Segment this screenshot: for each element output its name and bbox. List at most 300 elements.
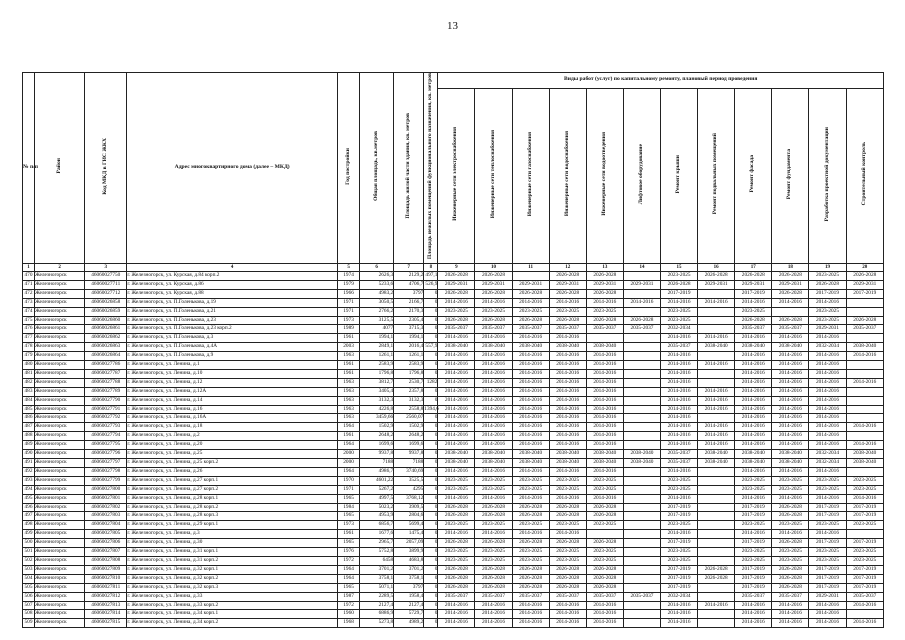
nonresidential-area-cell: 0	[424, 467, 438, 476]
nonresidential-area-cell: 0	[424, 352, 438, 361]
work-period-cell: 2038-2040	[772, 343, 809, 352]
table-row	[23, 583, 884, 592]
address-cell: г. Железногорск, ул. Ленина, д.30	[127, 539, 338, 548]
living-area-cell: 2016,4	[394, 343, 424, 352]
work-period-cell	[623, 601, 660, 610]
living-area-cell: 4706,7	[394, 280, 424, 289]
row-number-cell: 475	[23, 316, 35, 325]
living-area-cell: 5699,4	[394, 521, 424, 530]
work-period-cell: 2014-2016	[512, 619, 549, 628]
work-period-cell: 2023-2025	[475, 548, 512, 557]
work-period-cell: 2035-2037	[475, 325, 512, 334]
work-period-cell: 2023-2025	[809, 316, 846, 325]
table-row	[23, 289, 884, 298]
district-cell: Железногорск	[35, 334, 85, 343]
work-period-cell: 2014-2016	[772, 467, 809, 476]
district-cell: Железногорск	[35, 280, 85, 289]
row-number-cell: 487	[23, 423, 35, 432]
work-period-cell: 2038-2040	[438, 450, 475, 459]
row-number-cell: 504	[23, 574, 35, 583]
work-period-cell	[623, 334, 660, 343]
work-period-cell: 2038-2040	[698, 459, 735, 468]
work-period-cell: 2014-2016	[475, 619, 512, 628]
work-period-cell: 2014-2016	[698, 334, 735, 343]
work-period-cell: 2029-2031	[809, 325, 846, 334]
work-period-cell: 2014-2016	[512, 396, 549, 405]
district-cell: Железногорск	[35, 361, 85, 370]
work-period-cell: 2029-2031	[809, 592, 846, 601]
year-cell: 1961	[338, 334, 360, 343]
code-cell: 46060027792	[85, 414, 127, 423]
living-area-cell: 1261,1	[394, 352, 424, 361]
year-cell: 1971	[338, 307, 360, 316]
work-period-cell	[623, 610, 660, 619]
work-period-cell: 2023-2025	[661, 548, 698, 557]
total-area-cell: 3125,5	[360, 316, 394, 325]
work-period-cell	[698, 610, 735, 619]
district-cell: Железногорск	[35, 441, 85, 450]
work-period-cell: 2014-2016	[735, 467, 772, 476]
work-period-cell: 2035-2037	[735, 325, 772, 334]
code-cell: 46060027712	[85, 289, 127, 298]
work-period-cell: 2035-2037	[512, 325, 549, 334]
work-period-cell: 2026-2028	[512, 512, 549, 521]
table-row	[23, 405, 884, 414]
work-period-cell: 2023-2025	[846, 485, 883, 494]
work-period-cell: 2038-2040	[512, 450, 549, 459]
nonresidential-area-cell: 0	[424, 423, 438, 432]
work-period-cell: 2023-2025	[586, 556, 623, 565]
address-cell: г. Железногорск, ул. П.Голенькова, д.19	[127, 298, 338, 307]
work-period-cell: 2038-2040	[846, 459, 883, 468]
table-row	[23, 565, 884, 574]
table-row	[23, 325, 884, 334]
district-cell: Железногорск	[35, 423, 85, 432]
work-period-cell: 2014-2016	[549, 405, 586, 414]
year-cell: 1979	[338, 280, 360, 289]
nonresidential-area-cell: 0	[424, 396, 438, 405]
row-number-cell: 492	[23, 467, 35, 476]
work-period-cell	[623, 405, 660, 414]
nonresidential-area-cell: 0	[424, 610, 438, 619]
work-period-cell: 2014-2016	[735, 298, 772, 307]
work-period-cell: 2017-2019	[661, 583, 698, 592]
year-cell: 1984	[338, 503, 360, 512]
work-period-cell: 2038-2040	[735, 450, 772, 459]
district-cell: Железногорск	[35, 574, 85, 583]
year-cell: 1964	[338, 467, 360, 476]
nonresidential-area-cell: 526,9	[424, 280, 438, 289]
work-period-cell: 2014-2016	[549, 352, 586, 361]
work-period-cell: 2014-2016	[698, 298, 735, 307]
work-period-cell: 2014-2016	[586, 494, 623, 503]
table-body	[23, 263, 884, 627]
work-period-cell: 2035-2037	[586, 325, 623, 334]
work-period-cell: 2014-2016	[661, 423, 698, 432]
work-period-cell: 2014-2016	[438, 494, 475, 503]
work-period-cell: 2023-2025	[438, 485, 475, 494]
work-period-cell: 2038-2040	[772, 450, 809, 459]
work-period-cell: 2023-2025	[735, 476, 772, 485]
nonresidential-area-cell: 0	[424, 530, 438, 539]
table-row	[23, 459, 884, 468]
total-area-cell: 5273,8	[360, 619, 394, 628]
work-period-cell: 2026-2028	[735, 271, 772, 280]
address-cell: г. Железногорск, ул. Ленина, д.32 корп.3	[127, 583, 338, 592]
work-period-cell: 2026-2028	[512, 574, 549, 583]
address-cell: г. Железногорск, ул. Ленина, д.31 корп.2	[127, 556, 338, 565]
work-period-cell: 2026-2028	[735, 316, 772, 325]
year-cell: 1966	[338, 289, 360, 298]
table-row	[23, 387, 884, 396]
work-period-cell	[698, 378, 735, 387]
work-period-cell	[623, 565, 660, 574]
work-period-cell	[698, 556, 735, 565]
district-cell: Железногорск	[35, 307, 85, 316]
work-period-cell	[698, 583, 735, 592]
work-period-cell: 2035-2037	[661, 459, 698, 468]
living-area-cell: 4683,8	[394, 556, 424, 565]
work-period-cell: 2014-2016	[512, 334, 549, 343]
work-period-cell: 2014-2016	[512, 414, 549, 423]
work-period-cell	[623, 307, 660, 316]
address-cell: г. Железногорск, ул. Ленина, д.12	[127, 378, 338, 387]
work-period-cell: 2014-2016	[475, 405, 512, 414]
total-area-cell: 5233,6	[360, 280, 394, 289]
address-cell: г. Железногорск, ул. Ленина, д.32 корп.1	[127, 565, 338, 574]
work-period-cell: 2023-2025	[586, 548, 623, 557]
work-period-cell: 2026-2028	[438, 539, 475, 548]
total-area-cell: 7188	[360, 459, 394, 468]
work-period-cell: 2026-2028	[438, 503, 475, 512]
table-row	[23, 441, 884, 450]
table-row	[23, 485, 884, 494]
year-cell: 1964	[338, 574, 360, 583]
work-period-cell: 2026-2028	[438, 271, 475, 280]
work-period-cell: 2026-2028	[698, 574, 735, 583]
work-period-cell: 2014-2016	[772, 298, 809, 307]
nonresidential-area-cell: 0	[424, 432, 438, 441]
row-number-cell: 507	[23, 601, 35, 610]
work-period-cell: 2026-2028	[586, 539, 623, 548]
work-period-cell: 2014-2016	[549, 467, 586, 476]
work-period-cell: 2026-2028	[438, 574, 475, 583]
year-cell: 1987	[338, 592, 360, 601]
work-period-cell: 2023-2025	[809, 556, 846, 565]
year-cell: 1963	[338, 405, 360, 414]
work-period-cell: 2014-2016	[772, 405, 809, 414]
work-period-cell: 2023-2025	[661, 556, 698, 565]
table-row	[23, 467, 884, 476]
work-period-cell: 2014-2016	[735, 494, 772, 503]
living-area-cell: 3525,5	[394, 476, 424, 485]
work-period-cell: 2014-2016	[512, 405, 549, 414]
living-area-cell: 1958,4	[394, 592, 424, 601]
year-cell: 1963	[338, 396, 360, 405]
work-period-cell	[846, 298, 883, 307]
row-number-cell: 480	[23, 361, 35, 370]
work-period-cell: 2026-2028	[549, 271, 586, 280]
work-period-cell: 2014-2016	[846, 619, 883, 628]
work-period-cell: 2014-2016	[698, 387, 735, 396]
work-period-cell: 2026-2028	[772, 289, 809, 298]
address-cell: г. Железногорск, ул. Ленина, д.1	[127, 361, 338, 370]
work-period-cell: 2014-2016	[438, 361, 475, 370]
work-period-cell: 2014-2016	[512, 432, 549, 441]
work-period-cell: 2014-2016	[438, 601, 475, 610]
district-cell: Железногорск	[35, 539, 85, 548]
work-period-cell: 2026-2028	[475, 316, 512, 325]
column-number: 9	[438, 263, 475, 271]
table-row	[23, 343, 884, 352]
work-period-cell: 2014-2016	[549, 601, 586, 610]
district-cell: Железногорск	[35, 316, 85, 325]
total-area-cell: 5752,8	[360, 548, 394, 557]
district-cell: Железногорск	[35, 298, 85, 307]
row-number-cell: 493	[23, 476, 35, 485]
row-number-cell: 497	[23, 512, 35, 521]
year-cell: 1968	[338, 619, 360, 628]
year-cell: 1965	[338, 512, 360, 521]
work-period-cell	[623, 432, 660, 441]
year-cell: 1965	[338, 539, 360, 548]
header-work-type: Инженерные сети электроснабжения	[438, 88, 475, 263]
work-period-cell: 2014-2016	[512, 610, 549, 619]
living-area-cell: 2357,8	[394, 387, 424, 396]
address-cell: г. Железногорск, ул. Ленина, д.34 корп.2	[127, 619, 338, 628]
nonresidential-area-cell: 0	[424, 539, 438, 548]
table-row	[23, 601, 884, 610]
work-period-cell: 2014-2016	[735, 601, 772, 610]
work-period-cell: 2014-2016	[772, 432, 809, 441]
work-period-cell: 2026-2028	[586, 583, 623, 592]
row-number-cell: 509	[23, 619, 35, 628]
work-period-cell: 2014-2016	[698, 396, 735, 405]
living-area-cell: 4295	[394, 485, 424, 494]
work-period-cell: 2014-2016	[475, 494, 512, 503]
work-period-cell: 2014-2016	[512, 387, 549, 396]
work-period-cell: 2014-2016	[586, 601, 623, 610]
work-period-cell: 2014-2016	[735, 396, 772, 405]
code-cell: 46060027788	[85, 378, 127, 387]
work-period-cell: 2038-2040	[475, 459, 512, 468]
address-cell: г. Железногорск, ул. Ленина, д.3	[127, 530, 338, 539]
nonresidential-area-cell: 0	[424, 441, 438, 450]
capital-repair-table	[22, 72, 884, 628]
table-row	[23, 592, 884, 601]
work-period-cell: 2026-2028	[586, 289, 623, 298]
work-period-cell: 2014-2016	[549, 298, 586, 307]
header-work-type: Инженерные сети водоснабжения	[549, 88, 586, 263]
living-area-cell: 3715,3	[394, 325, 424, 334]
row-number-cell: 486	[23, 414, 35, 423]
work-period-cell	[623, 289, 660, 298]
work-period-cell: 2014-2016	[809, 361, 846, 370]
living-area-cell: 2170,3	[394, 307, 424, 316]
row-number-cell: 479	[23, 352, 35, 361]
district-cell: Железногорск	[35, 450, 85, 459]
work-period-cell: 2026-2028	[623, 316, 660, 325]
work-period-cell: 2014-2016	[586, 619, 623, 628]
address-cell: г. Железногорск, ул. Ленина, д.16	[127, 405, 338, 414]
row-number-cell: 508	[23, 610, 35, 619]
address-cell: г. Железногорск, ул. Ленина, д.12А	[127, 387, 338, 396]
work-period-cell: 2023-2025	[512, 521, 549, 530]
work-period-cell: 2023-2025	[735, 556, 772, 565]
work-period-cell: 2014-2016	[809, 334, 846, 343]
work-period-cell: 2038-2040	[586, 450, 623, 459]
header-code: Код МКД в ГИС ЖКХ	[85, 73, 127, 264]
work-period-cell: 2014-2016	[661, 467, 698, 476]
nonresidential-area-cell: 0	[424, 574, 438, 583]
work-period-cell: 2014-2016	[809, 396, 846, 405]
work-period-cell: 2023-2025	[549, 307, 586, 316]
work-period-cell: 2014-2016	[475, 387, 512, 396]
total-area-cell: 2648,2	[360, 432, 394, 441]
total-area-cell: 6458	[360, 556, 394, 565]
address-cell: г. Железногорск, ул. Ленина, д.27 корп.2	[127, 485, 338, 494]
column-number: 18	[772, 263, 809, 271]
row-number-cell: 477	[23, 334, 35, 343]
work-period-cell	[623, 387, 660, 396]
code-cell: 46060026861	[85, 325, 127, 334]
work-period-cell: 2014-2016	[586, 378, 623, 387]
work-period-cell	[846, 334, 883, 343]
table-header	[23, 73, 884, 264]
work-period-cell: 2023-2025	[772, 548, 809, 557]
work-period-cell	[846, 530, 883, 539]
nonresidential-area-cell: 0	[424, 556, 438, 565]
year-cell: 1973	[338, 521, 360, 530]
work-period-cell	[698, 325, 735, 334]
work-period-cell: 2032-2034	[809, 343, 846, 352]
district-cell: Железногорск	[35, 369, 85, 378]
district-cell: Железногорск	[35, 556, 85, 565]
work-period-cell: 2014-2016	[661, 494, 698, 503]
district-cell: Железногорск	[35, 387, 85, 396]
work-period-cell: 2014-2016	[809, 441, 846, 450]
year-cell: 1965	[338, 583, 360, 592]
year-cell: 1970	[338, 476, 360, 485]
total-area-cell: 5071,1	[360, 583, 394, 592]
total-area-cell: 1699,6	[360, 441, 394, 450]
year-cell: 1964	[338, 565, 360, 574]
work-period-cell	[846, 369, 883, 378]
work-period-cell: 2017-2019	[735, 583, 772, 592]
work-period-cell: 2014-2016	[475, 601, 512, 610]
work-period-cell: 2014-2016	[549, 530, 586, 539]
work-period-cell	[623, 369, 660, 378]
work-period-cell: 2035-2037	[623, 325, 660, 334]
work-period-cell: 2026-2028	[772, 565, 809, 574]
year-cell: 1964	[338, 441, 360, 450]
work-period-cell: 2026-2028	[698, 565, 735, 574]
column-number: 3	[85, 263, 127, 271]
table-row	[23, 307, 884, 316]
year-cell: 1972	[338, 556, 360, 565]
year-cell: 1963	[338, 378, 360, 387]
work-period-cell: 2023-2025	[661, 485, 698, 494]
district-cell: Железногорск	[35, 343, 85, 352]
work-period-cell: 2023-2025	[475, 485, 512, 494]
work-period-cell: 2014-2016	[809, 378, 846, 387]
total-area-cell: 4601,22	[360, 476, 394, 485]
work-period-cell: 2029-2031	[735, 280, 772, 289]
code-cell: 46060027803	[85, 512, 127, 521]
work-period-cell: 2023-2025	[549, 521, 586, 530]
work-period-cell: 2023-2025	[661, 521, 698, 530]
column-number: 10	[475, 263, 512, 271]
work-period-cell: 2017-2019	[661, 539, 698, 548]
address-cell: г. Железногорск, ул. Ленина, д.25	[127, 450, 338, 459]
work-period-cell: 2023-2025	[809, 271, 846, 280]
work-period-cell: 2014-2016	[475, 369, 512, 378]
work-period-cell: 2014-2016	[661, 619, 698, 628]
work-period-cell: 2023-2025	[772, 521, 809, 530]
total-area-cell: 1677,6	[360, 530, 394, 539]
work-period-cell: 2017-2019	[846, 512, 883, 521]
work-period-cell: 2014-2016	[772, 396, 809, 405]
year-cell: 1973	[338, 316, 360, 325]
living-area-cell: 1502,9	[394, 423, 424, 432]
work-period-cell: 2023-2025	[512, 556, 549, 565]
living-area-cell: 2804,6	[394, 512, 424, 521]
work-period-cell: 2026-2028	[809, 280, 846, 289]
table-row	[23, 512, 884, 521]
district-cell: Железногорск	[35, 467, 85, 476]
work-period-cell: 2014-2016	[661, 298, 698, 307]
column-number: 20	[846, 263, 883, 271]
work-period-cell	[586, 530, 623, 539]
work-period-cell: 2026-2028	[772, 316, 809, 325]
year-cell: 1963	[338, 387, 360, 396]
work-period-cell: 2038-2040	[623, 459, 660, 468]
work-period-cell: 2017-2019	[735, 289, 772, 298]
work-period-cell: 2014-2016	[586, 298, 623, 307]
living-area-cell: 2305,4	[394, 316, 424, 325]
work-period-cell: 2023-2025	[735, 307, 772, 316]
nonresidential-area-cell: 557,9	[424, 343, 438, 352]
work-period-cell: 2038-2040	[698, 343, 735, 352]
total-area-cell: 3812,7	[360, 378, 394, 387]
work-period-cell	[698, 512, 735, 521]
address-cell: г. Железногорск, ул. Ленина, д.20	[127, 441, 338, 450]
column-number: 17	[735, 263, 772, 271]
work-period-cell: 2023-2025	[735, 548, 772, 557]
row-number-cell: 473	[23, 298, 35, 307]
row-number-cell: 474	[23, 307, 35, 316]
work-period-cell: 2014-2016	[735, 334, 772, 343]
work-period-cell: 2023-2025	[772, 485, 809, 494]
table-row	[23, 280, 884, 289]
living-area-cell: 4989,2	[394, 619, 424, 628]
nonresidential-area-cell: 0	[424, 459, 438, 468]
total-area-cell: 2583,9	[360, 361, 394, 370]
work-period-cell: 2023-2025	[512, 307, 549, 316]
header-num: № п/п	[23, 73, 35, 264]
total-area-cell: 1994,1	[360, 334, 394, 343]
work-period-cell: 2014-2016	[512, 494, 549, 503]
work-period-cell: 2014-2016	[438, 298, 475, 307]
work-period-cell	[846, 610, 883, 619]
total-area-cell: 2965,7	[360, 539, 394, 548]
work-period-cell: 2023-2025	[512, 485, 549, 494]
living-area-cell: 3768,12	[394, 494, 424, 503]
work-period-cell: 2035-2037	[475, 592, 512, 601]
work-period-cell: 2038-2040	[735, 459, 772, 468]
column-number: 16	[698, 263, 735, 271]
work-period-cell: 2017-2019	[661, 503, 698, 512]
